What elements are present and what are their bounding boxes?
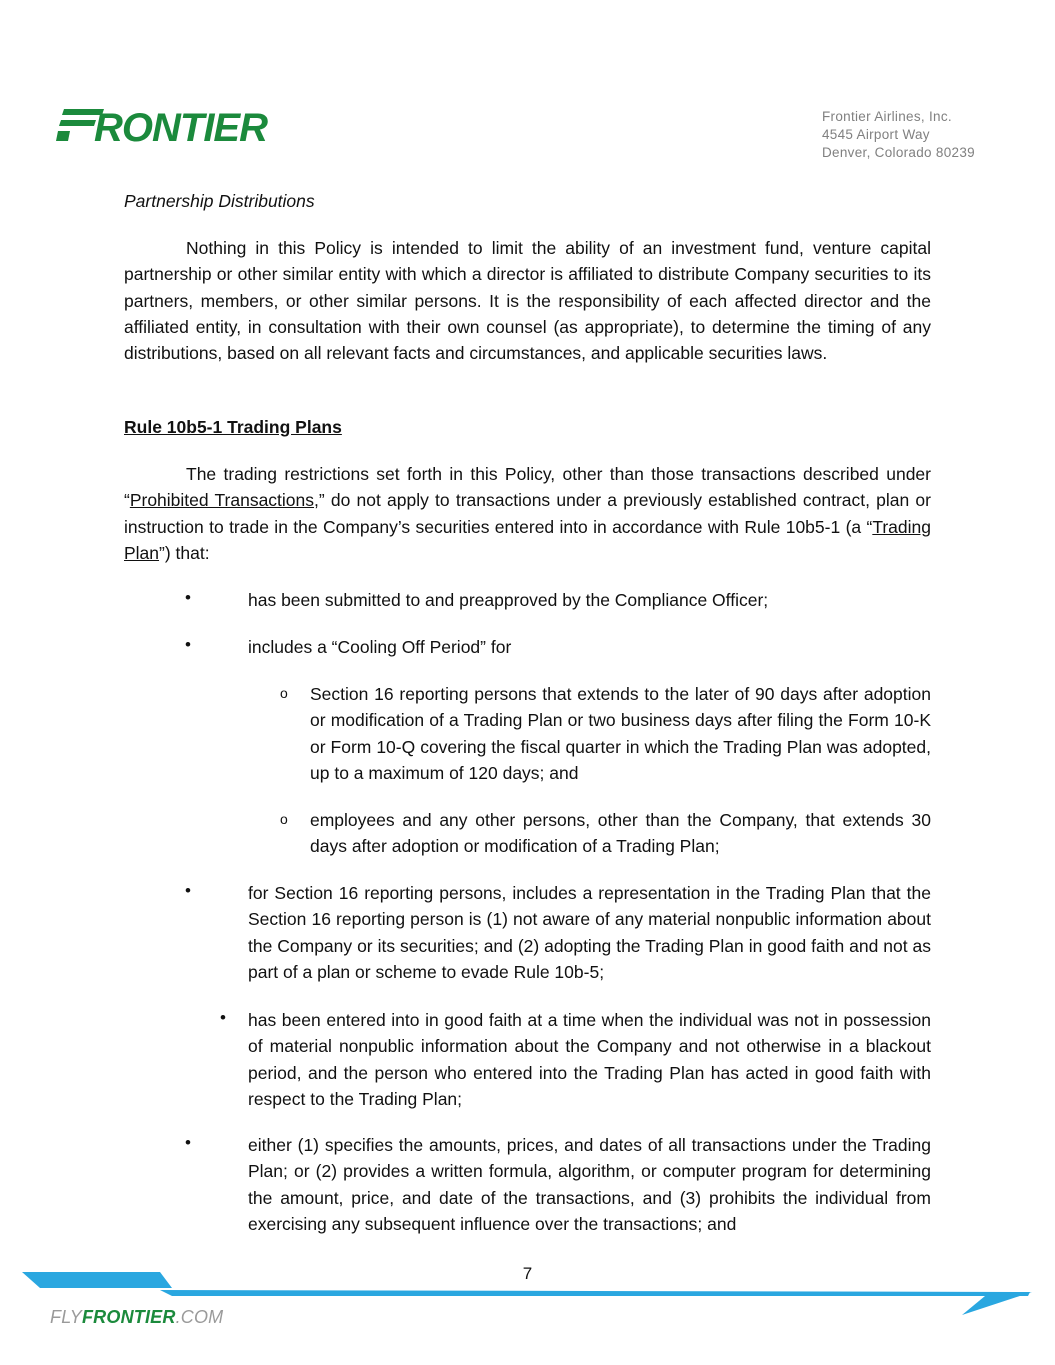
frontier-logo: [56, 103, 306, 147]
company-address: [822, 108, 975, 162]
footer-website: [50, 1307, 223, 1328]
partnership-paragraph: Nothing in this Policy is intended to limit the ability of an investment fund, venture capital partnership or other similar entity with which a director is affiliated to distribute Company securities to its partners, members, or other similar persons. It is the responsibility of each affected director and the affiliated entity, in consultation with their own counsel (as appropriate), to determine the timing of any distributions, based on all relevant facts and circumstances, and applicable securities laws.: [124, 238, 931, 364]
sub-bullet-item-1: Section 16 reporting persons that extends to the later of 90 days after adoption or modification of a Trading Plan or two business days after filing the Form 10-K or Form 10-Q covering the fiscal quarter in which the Trading Plan was adopted, up to a maximum of 120 days; and: [310, 684, 931, 783]
footer-url-com: .COM: [175, 1307, 224, 1327]
bullet-icon: •: [185, 588, 191, 607]
bullet-icon: •: [185, 1133, 191, 1152]
prohibited-transactions-ref: Prohibited Transactions: [129, 490, 315, 511]
intro-text-b: ,” do not apply to transactions under a previously established contract, plan or instruction to trade in the Company’s securities entered into in accordance with Rule 10b5-1 (a “: [124, 490, 931, 537]
footer-url-fly: FLY: [50, 1307, 82, 1327]
company-street: 4545 Airport Way: [822, 127, 930, 142]
logo-wordmark: RONTIER: [94, 106, 267, 147]
sub-bullet-icon: o: [280, 811, 288, 827]
sub-bullet-icon: o: [280, 685, 288, 701]
trading-plan-ref: Trading Plan: [124, 516, 931, 563]
bullet-item-2: includes a “Cooling Off Period” for: [248, 637, 512, 657]
intro-text-a: The trading restrictions set forth in this Policy, other than those transactions described under “: [124, 464, 931, 511]
company-city: Denver, Colorado 80239: [822, 145, 975, 160]
bullet-icon: •: [185, 881, 191, 900]
bullet-item-3: for Section 16 reporting persons, includes a representation in the Trading Plan that the Section 16 reporting person is (1) not aware of any material nonpublic information about the Company or its securities; and (2) adopting the Trading Plan in good faith and not as part of a plan or scheme to evade Rule 10b-5;: [248, 883, 931, 982]
company-name: Frontier Airlines, Inc.: [822, 109, 952, 124]
section-title-partnership: Partnership Distributions: [124, 191, 315, 211]
footer-url-frontier: FRONTIER: [81, 1307, 176, 1327]
bullet-icon: •: [220, 1008, 226, 1027]
bullet-item-4: has been entered into in good faith at a time when the individual was not in possession of material nonpublic information about the Company and not otherwise in a blackout period, and the person who entered into the Trading Plan has acted in good faith with respect to the Trading Plan;: [248, 1010, 931, 1109]
bullet-item-1: has been submitted to and preapproved by the Compliance Officer;: [248, 590, 769, 610]
section-title-trading-plans: Rule 10b5-1 Trading Plans: [124, 417, 342, 437]
bullet-icon: •: [185, 635, 191, 654]
trading-plans-intro: [124, 461, 931, 566]
bullet-item-5: either (1) specifies the amounts, prices, and dates of all transactions under the Trading Plan; or (2) provides a written formula, algorithm, or computer program for determining the amount, price, and date of the transactions, and (3) prohibits the individual from exercising any subsequent influence over the transactions; and: [248, 1135, 931, 1234]
sub-bullet-item-2: employees and any other persons, other than the Company, that extends 30 days after adoption or modification of a Trading Plan;: [310, 810, 931, 857]
page-number: 7: [522, 1264, 533, 1283]
intro-text-c: ”) that:: [159, 542, 210, 563]
